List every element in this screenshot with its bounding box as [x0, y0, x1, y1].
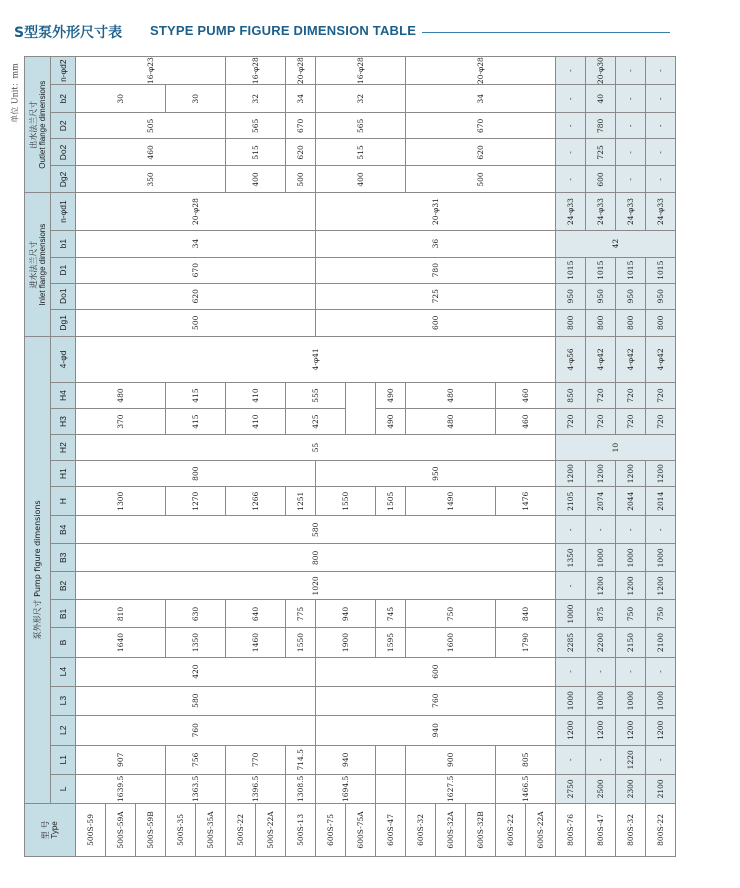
value-cell: 1308.5 — [286, 774, 316, 803]
col-header: B — [51, 628, 76, 657]
value-cell: 1015 — [646, 257, 676, 283]
value-cell: 1000 — [586, 686, 616, 715]
value-cell: 720 — [586, 383, 616, 409]
value-cell: 4-φ42 — [646, 336, 676, 382]
value-cell: 460 — [496, 383, 556, 409]
value-cell — [376, 774, 406, 803]
model-cell: 600S-75 — [316, 803, 346, 856]
model-cell: 600S-32A — [436, 803, 466, 856]
value-cell: 2150 — [616, 628, 646, 657]
col-header: H1 — [51, 461, 76, 487]
value-cell: 1639.5 — [76, 774, 166, 803]
value-cell: 370 — [76, 409, 166, 435]
col-header: L1 — [51, 745, 76, 774]
value-cell: - — [646, 139, 676, 166]
value-cell: 2074 — [586, 487, 616, 516]
value-cell: 1363.5 — [166, 774, 226, 803]
value-cell: - — [646, 516, 676, 544]
col-header: B3 — [51, 544, 76, 572]
col-header: D1 — [51, 257, 76, 283]
value-cell: 30 — [166, 85, 226, 113]
value-cell: 55 — [76, 435, 556, 461]
value-cell: 600 — [316, 657, 556, 686]
title-en: STYPE PUMP FIGURE DIMENSION TABLE — [150, 23, 417, 38]
value-cell: 600 — [586, 166, 616, 193]
value-cell: 34 — [406, 85, 556, 113]
value-cell: 800 — [76, 461, 316, 487]
model-cell: 500S-59B — [136, 803, 166, 856]
col-header: L4 — [51, 657, 76, 686]
value-cell: 1200 — [616, 715, 646, 745]
value-cell: 425 — [286, 409, 346, 435]
col-header: H3 — [51, 409, 76, 435]
value-cell: 725 — [586, 139, 616, 166]
value-cell: - — [556, 139, 586, 166]
value-cell: 720 — [586, 409, 616, 435]
value-cell: 760 — [316, 686, 556, 715]
value-cell: - — [556, 657, 586, 686]
value-cell: - — [646, 85, 676, 113]
value-cell: 950 — [646, 283, 676, 309]
value-cell: 1251 — [286, 487, 316, 516]
value-cell: 1200 — [616, 461, 646, 487]
model-cell: 600S-22 — [496, 803, 526, 856]
value-cell: 460 — [76, 139, 226, 166]
value-cell: 745 — [376, 600, 406, 628]
model-cell: 500S-59A — [106, 803, 136, 856]
value-cell: 1000 — [646, 686, 676, 715]
value-cell: - — [646, 657, 676, 686]
value-cell: 1000 — [646, 544, 676, 572]
value-cell: 800 — [556, 309, 586, 336]
value-cell: 1505 — [376, 487, 406, 516]
value-cell: - — [556, 166, 586, 193]
value-cell: 580 — [76, 516, 556, 544]
model-cell: 600S-22A — [526, 803, 556, 856]
value-cell: 2500 — [586, 774, 616, 803]
value-cell: 2105 — [556, 487, 586, 516]
value-cell: 1640 — [76, 628, 166, 657]
value-cell: 490 — [376, 409, 406, 435]
value-cell: 2044 — [616, 487, 646, 516]
value-cell: 20-φ30 — [586, 57, 616, 85]
value-cell: 750 — [406, 600, 496, 628]
value-cell: 1460 — [226, 628, 286, 657]
value-cell: 950 — [616, 283, 646, 309]
value-cell: 800 — [616, 309, 646, 336]
value-cell: 1015 — [586, 257, 616, 283]
col-header: H4 — [51, 383, 76, 409]
unit-label: 单位 Unit：mm — [10, 63, 20, 123]
value-cell: 2014 — [646, 487, 676, 516]
value-cell: 1200 — [586, 461, 616, 487]
value-cell: 720 — [616, 383, 646, 409]
value-cell: 42 — [556, 230, 676, 257]
value-cell: 515 — [226, 139, 286, 166]
value-cell: 775 — [286, 600, 316, 628]
value-cell: 1900 — [316, 628, 376, 657]
value-cell: 720 — [556, 409, 586, 435]
value-cell: 24-φ33 — [616, 193, 646, 230]
value-cell: 400 — [316, 166, 406, 193]
model-cell: 500S-35A — [196, 803, 226, 856]
value-cell: 480 — [406, 409, 496, 435]
value-cell: 1600 — [406, 628, 496, 657]
value-cell: 1350 — [166, 628, 226, 657]
value-cell: 30 — [76, 85, 166, 113]
dimension-table — [24, 56, 676, 857]
value-cell: - — [556, 516, 586, 544]
value-cell: 800 — [586, 309, 616, 336]
col-header: b1 — [51, 230, 76, 257]
value-cell: 1000 — [556, 686, 586, 715]
value-cell: 2200 — [586, 628, 616, 657]
value-cell: 2750 — [556, 774, 586, 803]
col-header: b2 — [51, 85, 76, 113]
value-cell: 420 — [76, 657, 316, 686]
value-cell — [376, 745, 406, 774]
value-cell: 770 — [226, 745, 286, 774]
value-cell: 714.5 — [286, 745, 316, 774]
model-cell: 500S-22A — [256, 803, 286, 856]
value-cell: 810 — [76, 600, 166, 628]
value-cell: 800 — [76, 544, 556, 572]
value-cell: 1550 — [316, 487, 376, 516]
value-cell: - — [646, 113, 676, 139]
value-cell: 32 — [316, 85, 406, 113]
value-cell: 1694.5 — [316, 774, 376, 803]
col-header: n-φd1 — [51, 193, 76, 230]
model-cell: 800S-22 — [646, 803, 676, 856]
title-cn: S型泵外形尺寸表 — [14, 25, 123, 41]
model-cell: 500S-59 — [76, 803, 106, 856]
value-cell: 950 — [316, 461, 556, 487]
value-cell: 1200 — [586, 572, 616, 600]
value-cell: 1595 — [376, 628, 406, 657]
value-cell: 580 — [76, 686, 316, 715]
value-cell: 670 — [406, 113, 556, 139]
value-cell: 34 — [76, 230, 316, 257]
col-header: H — [51, 487, 76, 516]
value-cell: - — [556, 572, 586, 600]
value-cell: - — [616, 139, 646, 166]
value-cell: 20-φ31 — [316, 193, 556, 230]
value-cell: 24-φ33 — [556, 193, 586, 230]
value-cell: 350 — [76, 166, 226, 193]
value-cell: 24-φ33 — [646, 193, 676, 230]
col-header: D2 — [51, 113, 76, 139]
value-cell: 20-φ28 — [286, 57, 316, 85]
value-cell: 620 — [406, 139, 556, 166]
value-cell: - — [646, 166, 676, 193]
value-cell: 600 — [316, 309, 556, 336]
value-cell: 940 — [316, 715, 556, 745]
col-header: Do2 — [51, 139, 76, 166]
value-cell: 875 — [586, 600, 616, 628]
value-cell: 670 — [286, 113, 316, 139]
value-cell: 1015 — [616, 257, 646, 283]
value-cell: 1220 — [616, 745, 646, 774]
model-cell: 800S-76 — [556, 803, 586, 856]
model-cell: 600S-32 — [406, 803, 436, 856]
value-cell: 4-φ41 — [76, 336, 556, 382]
value-cell: - — [616, 85, 646, 113]
value-cell: - — [616, 113, 646, 139]
page-header — [14, 22, 670, 42]
inlet-flange-header: 进水法兰尺寸 Inlet flange dimensions — [25, 193, 51, 336]
value-cell: 410 — [226, 383, 286, 409]
value-cell: 16-φ23 — [76, 57, 226, 85]
value-cell: 4-φ42 — [586, 336, 616, 382]
value-cell: 1490 — [406, 487, 496, 516]
value-cell: 32 — [226, 85, 286, 113]
value-cell: 907 — [76, 745, 166, 774]
value-cell: 750 — [616, 600, 646, 628]
value-cell: 500 — [406, 166, 556, 193]
value-cell: - — [556, 85, 586, 113]
value-cell: 800 — [646, 309, 676, 336]
col-header: Dg2 — [51, 166, 76, 193]
value-cell: 565 — [226, 113, 286, 139]
value-cell: 1000 — [616, 544, 646, 572]
value-cell: 40 — [586, 85, 616, 113]
value-cell: 2285 — [556, 628, 586, 657]
value-cell: 900 — [406, 745, 496, 774]
value-cell: 1000 — [586, 544, 616, 572]
value-cell: 950 — [556, 283, 586, 309]
value-cell: 750 — [646, 600, 676, 628]
model-cell: 600S-47 — [376, 803, 406, 856]
value-cell: - — [556, 113, 586, 139]
value-cell: 1000 — [616, 686, 646, 715]
value-cell: 805 — [496, 745, 556, 774]
col-header: B4 — [51, 516, 76, 544]
value-cell: 1200 — [646, 461, 676, 487]
value-cell: 725 — [316, 283, 556, 309]
value-cell: 500 — [76, 309, 316, 336]
value-cell: 555 — [286, 383, 346, 409]
value-cell: - — [616, 657, 646, 686]
value-cell: 780 — [316, 257, 556, 283]
value-cell: 1200 — [646, 715, 676, 745]
value-cell: 840 — [496, 600, 556, 628]
value-cell: 1476 — [496, 487, 556, 516]
value-cell: 10 — [556, 435, 676, 461]
col-header: B1 — [51, 600, 76, 628]
value-cell: 460 — [496, 409, 556, 435]
value-cell: 756 — [166, 745, 226, 774]
value-cell: - — [556, 57, 586, 85]
value-cell: 1200 — [556, 461, 586, 487]
value-cell: 565 — [316, 113, 406, 139]
value-cell: 1200 — [586, 715, 616, 745]
title-rule — [422, 32, 670, 33]
value-cell: 620 — [76, 283, 316, 309]
model-cell: 600S-32B — [466, 803, 496, 856]
value-cell: 1396.5 — [226, 774, 286, 803]
value-cell: - — [646, 57, 676, 85]
col-header: B2 — [51, 572, 76, 600]
value-cell: 950 — [586, 283, 616, 309]
value-cell: 1790 — [496, 628, 556, 657]
value-cell: - — [616, 57, 646, 85]
value-cell: - — [616, 166, 646, 193]
col-header: L2 — [51, 715, 76, 745]
value-cell: 24-φ33 — [586, 193, 616, 230]
value-cell: 20-φ28 — [406, 57, 556, 85]
value-cell: 1000 — [556, 600, 586, 628]
value-cell: 670 — [76, 257, 316, 283]
value-cell: 720 — [646, 383, 676, 409]
value-cell: 1266 — [226, 487, 286, 516]
model-cell: 800S-47 — [586, 803, 616, 856]
col-header: n-φd2 — [51, 57, 76, 85]
value-cell: 1200 — [616, 572, 646, 600]
value-cell: 630 — [166, 600, 226, 628]
model-cell: 500S-22 — [226, 803, 256, 856]
value-cell: 16-φ28 — [226, 57, 286, 85]
col-header: Do1 — [51, 283, 76, 309]
value-cell: 505 — [76, 113, 226, 139]
value-cell: 2100 — [646, 774, 676, 803]
col-header: 4-φd — [51, 336, 76, 382]
value-cell: - — [586, 516, 616, 544]
value-cell: 2100 — [646, 628, 676, 657]
type-header: 型 号 Type — [25, 803, 76, 856]
value-cell: 760 — [76, 715, 316, 745]
value-cell: 1200 — [646, 572, 676, 600]
value-cell: 720 — [616, 409, 646, 435]
value-cell: - — [586, 657, 616, 686]
value-cell: 640 — [226, 600, 286, 628]
col-header: L — [51, 774, 76, 803]
value-cell: 780 — [586, 113, 616, 139]
value-cell: 940 — [316, 745, 376, 774]
value-cell: 850 — [556, 383, 586, 409]
value-cell: 2300 — [616, 774, 646, 803]
value-cell: 4-φ56 — [556, 336, 586, 382]
value-cell: 620 — [286, 139, 316, 166]
value-cell: 1200 — [556, 715, 586, 745]
value-cell: 1550 — [286, 628, 316, 657]
model-cell: 800S-32 — [616, 803, 646, 856]
value-cell: - — [616, 516, 646, 544]
pump-dimensions-header: 泵外形尺寸 Pump figure dimensions — [25, 336, 51, 803]
value-cell: - — [646, 745, 676, 774]
value-cell: 415 — [166, 409, 226, 435]
value-cell: 1627.5 — [406, 774, 496, 803]
value-cell: 400 — [226, 166, 286, 193]
value-cell: 480 — [76, 383, 166, 409]
value-cell: 480 — [406, 383, 496, 409]
model-cell: 500S-13 — [286, 803, 316, 856]
col-header: L3 — [51, 686, 76, 715]
outlet-flange-header: 出水法兰尺寸 Outlet flange dimensions — [25, 57, 51, 194]
value-cell: - — [556, 745, 586, 774]
model-cell: 500S-35 — [166, 803, 196, 856]
value-cell: - — [586, 745, 616, 774]
value-cell: 1350 — [556, 544, 586, 572]
value-cell: 500 — [286, 166, 316, 193]
value-cell: 1466.5 — [496, 774, 556, 803]
value-cell: 490 — [376, 383, 406, 409]
value-cell: 940 — [316, 600, 376, 628]
value-cell: 1020 — [76, 572, 556, 600]
dimension-table-sheet — [24, 56, 670, 857]
value-cell: 515 — [316, 139, 406, 166]
value-cell: 20-φ28 — [76, 193, 316, 230]
value-cell: 16-φ28 — [316, 57, 406, 85]
value-cell: 1015 — [556, 257, 586, 283]
value-cell: 720 — [646, 409, 676, 435]
col-header: H2 — [51, 435, 76, 461]
value-cell: 4-φ42 — [616, 336, 646, 382]
value-cell: 1300 — [76, 487, 166, 516]
model-cell: 600S-75A — [346, 803, 376, 856]
col-header: Dg1 — [51, 309, 76, 336]
value-cell: 36 — [316, 230, 556, 257]
value-cell: 34 — [286, 85, 316, 113]
value-cell: 415 — [166, 383, 226, 409]
value-cell: 410 — [226, 409, 286, 435]
value-cell: 1270 — [166, 487, 226, 516]
